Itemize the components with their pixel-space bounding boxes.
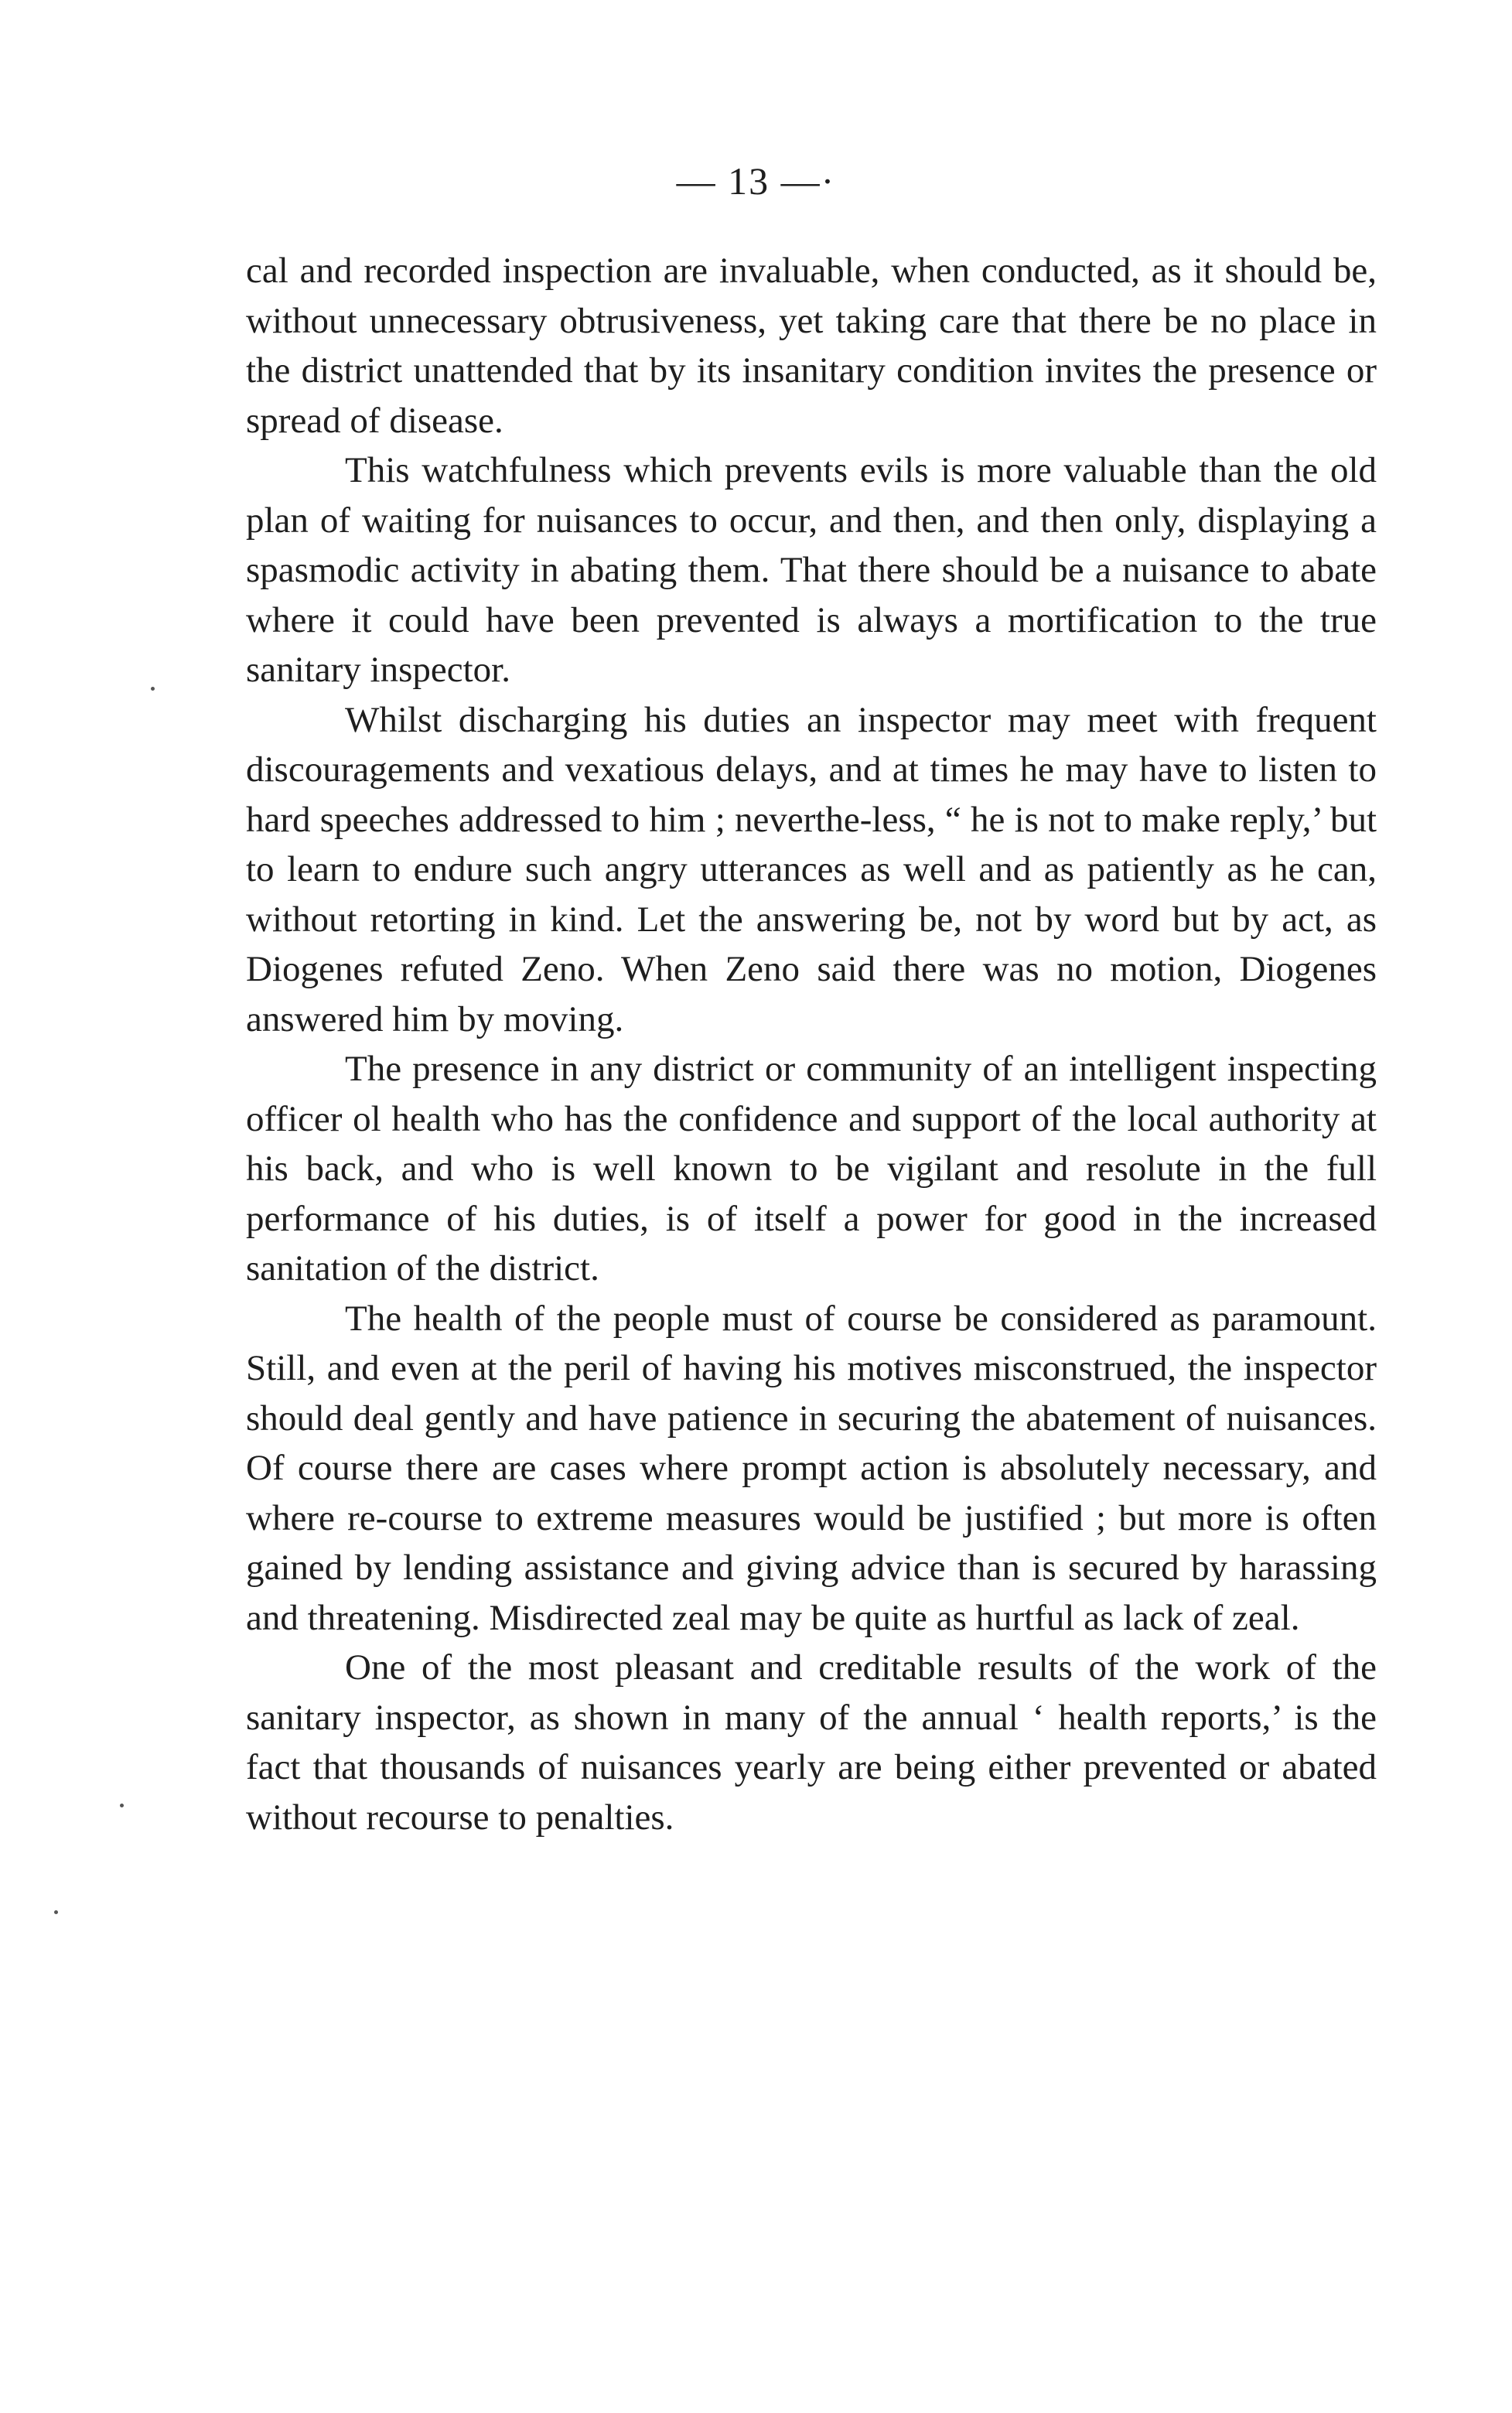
paragraph-4: The presence in any district or community of an intelligent inspecting officer ol health who has the confidence and support of the local authority at his back, and who is well known to be vigilant and resolute in the full performance of his duties, is of itself a power for good in the increased sanitation of the district. bbox=[246, 1049, 1377, 1288]
body-text bbox=[246, 246, 1377, 1842]
paragraph-6: One of the most pleasant and creditable results of the work of the sanitary inspector, as shown in many of the annual ‘ health reports,’ is the fact that thousands of nuisances yearly are being either prevented or abated without recourse to penalties. bbox=[246, 1647, 1377, 1838]
paragraph-3: Whilst discharging his duties an inspector may meet with frequent discouragements and vexatious delays, and at times he may have to listen to hard speeches addressed to him ; neverthe-less, “ he is not to make reply,’ but to learn to endure such angry utterances as well and as patiently as he can, without retorting in kind. Let the answering be, not by word but by act, as Diogenes refuted Zeno. When Zeno said there was no motion, Diogenes answered him by moving. bbox=[246, 699, 1377, 1039]
margin-speck bbox=[120, 1804, 124, 1807]
paragraph-2: This watchfulness which prevents evils is more valuable than the old plan of waiting for nuisances to occur, and then, and then only, displaying a spasmodic activity in abating them. That there should be a nuisance to abate where it could have been prevented is always a mortification to the true sanitary inspector. bbox=[246, 450, 1377, 690]
paragraph-1: cal and recorded inspection are invaluable, when conducted, as it should be, without unnecessary obtrusiveness, yet taking care that there be no place in the district unattended that by its insanitary condition invites the presence or spread of disease. bbox=[246, 251, 1377, 441]
margin-speck bbox=[151, 687, 155, 691]
paragraph-5: The health of the people must of course be considered as paramount. Still, and even at the peril of having his motives misconstrued, the inspector should deal gently and have patience in securing the abatement of nuisances. Of course there are cases where prompt action is absolutely necessary, and where re-course to extreme measures would be justified ; but more is often gained by lending assistance and giving advice than is secured by harassing and threatening. Misdirected zeal may be quite as hurtful as lack of zeal. bbox=[246, 1298, 1377, 1638]
margin-speck bbox=[54, 1910, 58, 1914]
page-number: — 13 —· bbox=[676, 159, 836, 203]
